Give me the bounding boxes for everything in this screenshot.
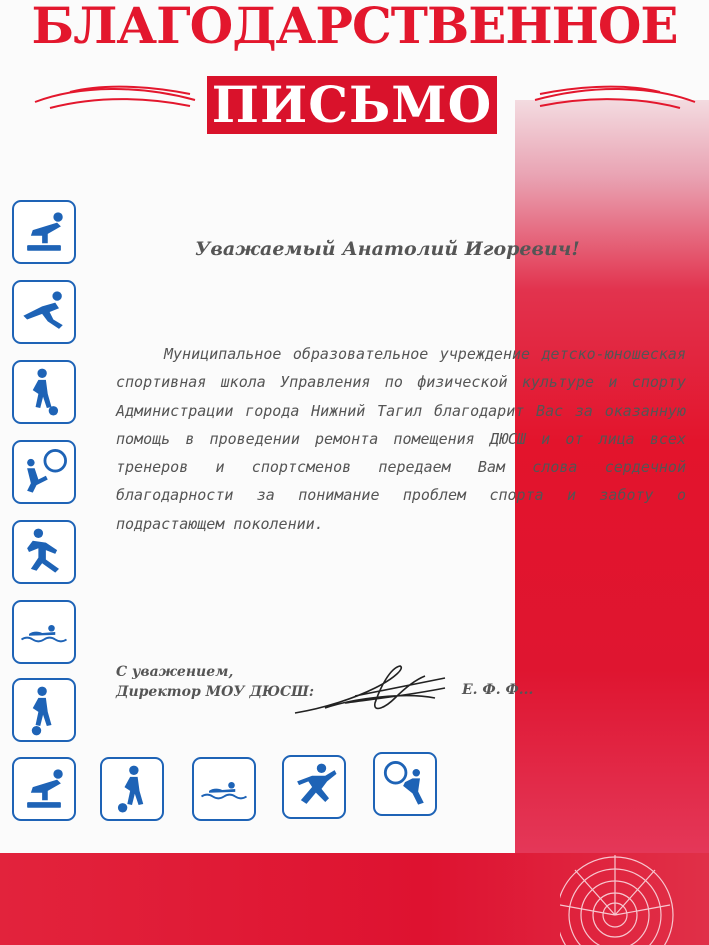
sprinter-icon: [12, 280, 76, 344]
salutation: Уважаемый Анатолий Игоревич!: [195, 238, 580, 260]
letter-body-paragraph: Муниципальное образовательное учреждение детско-юношеская спортивная школа Управления по физической культуре и спорту Администрации города Нижний Тагил благодарит Вас за оказанную помощь в проведении ремонта помещения ДЮСШ и от лица всех тренеров и спортсменов передаем Вам слова сердечной благодарности за понимание проблем спорта и заботу о подрастающем поколении.: [116, 345, 686, 533]
football-player-icon: [12, 678, 76, 742]
runner-icon: [282, 755, 346, 819]
letter-body: [116, 340, 686, 538]
swimmer-icon: [192, 757, 256, 821]
letter-subtitle: ПИСЬМО: [211, 75, 493, 134]
handwritten-signature: [285, 658, 455, 728]
football-player-icon: [12, 360, 76, 424]
closing-phrase: С уважением,: [116, 664, 234, 680]
football-player-icon: [100, 757, 164, 821]
rosette-ornament: [560, 830, 690, 945]
runner-icon: [12, 520, 76, 584]
gymnast-pommel-icon: [12, 200, 76, 264]
gymnast-pommel-icon: [12, 757, 76, 821]
signatory-name: Е. Ф. Ф...: [462, 682, 534, 698]
left-flourish-ornament: [30, 80, 200, 120]
right-flourish-ornament: [530, 80, 700, 120]
rhythmic-gymnast-hoop-icon: [373, 752, 437, 816]
rhythmic-gymnast-hoop-icon: [12, 440, 76, 504]
swimmer-icon: [12, 600, 76, 664]
signatory-title: Директор МОУ ДЮСШ:: [116, 684, 315, 700]
letter-title: БЛАГОДАРСТВЕННОЕ: [31, 0, 678, 52]
